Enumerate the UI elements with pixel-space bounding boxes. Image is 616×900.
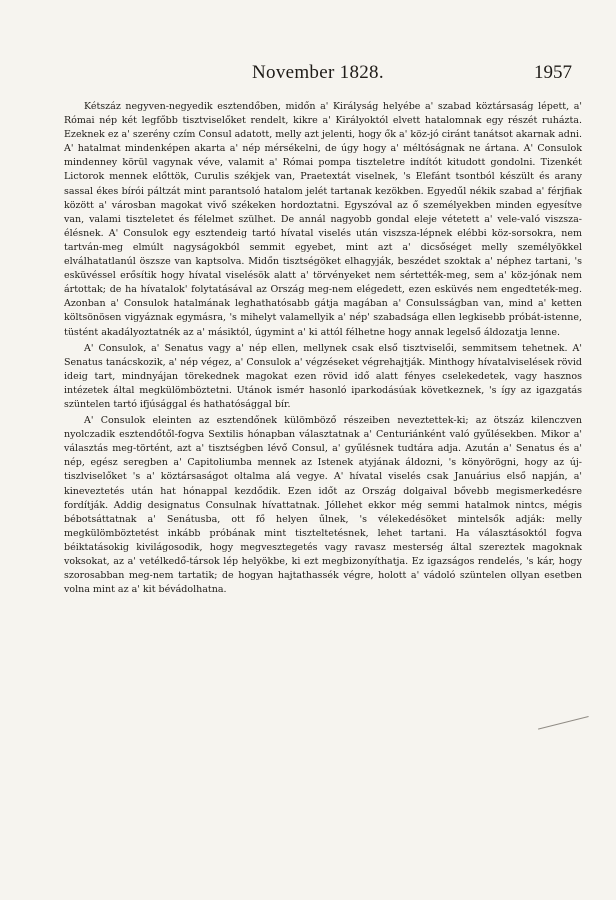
ink-strike-mark [538,716,594,751]
running-title: November 1828. [252,62,384,83]
paragraph-consuls-powers: A' Consulok, a' Senatus vagy a' nép ellen, mellynek csak első tisztviselői, semmitsem tehetnek. A' Senatus tanácskozik, a' nép végez, a' Consulok a' végzéseket végrehajtják. Minthogy hívatalviselések rövid ideig tart, mindnyájan törekednek magokat ezen rövid idő alatt fényes cselekedetek, vagy hasznos intézetek által megkülömböztetni. Utánok isméт hasonló iparkodásúak következnek, 's így az igazgatás szüntelen tartó ifjúsággal és hathatósággal bír. [64,342,582,410]
page-header [0,62,616,86]
paragraph-consuls-origin: Kétszáz negyven-negyedik esztendőben, midőn a' Királyság helyébe a' szabad köztársaság lépett, a' Római nép két legfőbb tisztviselőket rendelt, kikre a' Királyoktól elvett hatalomnak egy részét ruházta. Ezeknek ez a' szerény czím Consul adatott, melly azt jelenti, hogy ők a' köz-jó ciránt tanátsot akarnak adni. A' hatalmat mindenképen akarta a' nép mérsékelni, de úgy hogy a' méltóságnak ne ártana. A' Consulok mindenney körül vagynak véve, valamit a' Római pompa tiszteletre indítót kitudott gondolni. Tizenkét Lictorok mennek előttök, Curulis székjek van, Praetextát viselnek, 's Elefánt tsontból készült és arany sassal ékes bírói páltzát mint parantsoló hatalom jelét tartanak kezökben. Egyedűl nékik szabad a' férjfiak között a' városban magokat vivő székeken hordoztatni. Egyszóval az ő személyekben minden egyesítve van, valami tiszteletet és félelmet szülhet. De annál nagyobb gondal eleje vétetett a' vele-való viszsza-élésnek. A' Consulok egy esztendeig tartó hívatal viselés után viszsza-lépnek elébbi köz-sorsokra, nem tartván-meg elmúlt nagyságokból semmit egyebet, mint azt a' dicsőséget melly személyökkel elválhatatlanúl öszsze van kaptsolva. Midőn tisztségöket elhagyják, beszédet szoktak a' néphez tartani, 's esküvéssel erősítik hogy hívatal viselésök alatt a' törvényeket nem sértették-meg, sem a' köz-jónak nem ártottak; de ha hívatalok' folytatásával az Ország meg-nem elégedett, ezen esküvés nem engedteték-meg. Azonban a' Consulok hatalmának leghathatósabb gátja magában a' Consulsságban van, mind a' ketten költsönösen vigyáznak egymásra, 's mihelyt valamellyik a' nép' szabadsága ellen legkisebb próbát-istenne, tüstént akadályoztatnék az a' másiktól, úgymint a' ki attól félhetne hogy annak legelső áldozatja lenne. [64,101,582,338]
page-number: 1957 [534,62,572,83]
body-text [64,100,582,597]
paragraph-consuls-election: A' Consulok eleinten az esztendőnek külömböző részeiben neveztettek-ki; az ötszáz kilenczven nyolczadik esztendőtől-fogva Sextilis hónapban választatnak a' Centuriánként való gyűlésekben. Mikor a' választás meg-történt, azt a' tisztségben lévő Consul, a' gyűlésnek tudtára adja. Azután a' Senatus és a' nép, egész seregben a' Capitoliumba mennek az Istenek atyjának áldozni, 's könyörögni, hogy az új-tiszlviselőket 's a' köztársaságot oltalma alá vegye. A' hívatal viselés csak Januárius első napján, a' kineveztetés után hat hónappal kezdődik. Ezen időt az Ország dolgaival bővebb megismerkedésre fordítják. Addig designatus Consulnak hívattatnak. Jóllehet ekkor még semmi hatalmok nintcs, mégis bébotsáttatnak a' Senátusba, ott fő helyen űlnek, 's vélekedésöket mintelsők adják: melly megkülömböztetést inkább próbának mint tiszteltetésnek, lehet tartani. Ha választásoktól fogva béiktatásokig kivilágosodik, hogy megvesztegetés vagy ravasz mesterség által szereztek magoknak voksokat, az a' vetélkedő-társok lép helyökbe, ki ezt megbizonyíthatja. Ez igazságos rendelés, 's kár, hogy szorosabban meg-nem tartatik; de hogyan hajtathassék végre, holott a' vádoló szüntelen ollyan esetben volna mint az a' kit bévádolhatna. [64,415,582,596]
